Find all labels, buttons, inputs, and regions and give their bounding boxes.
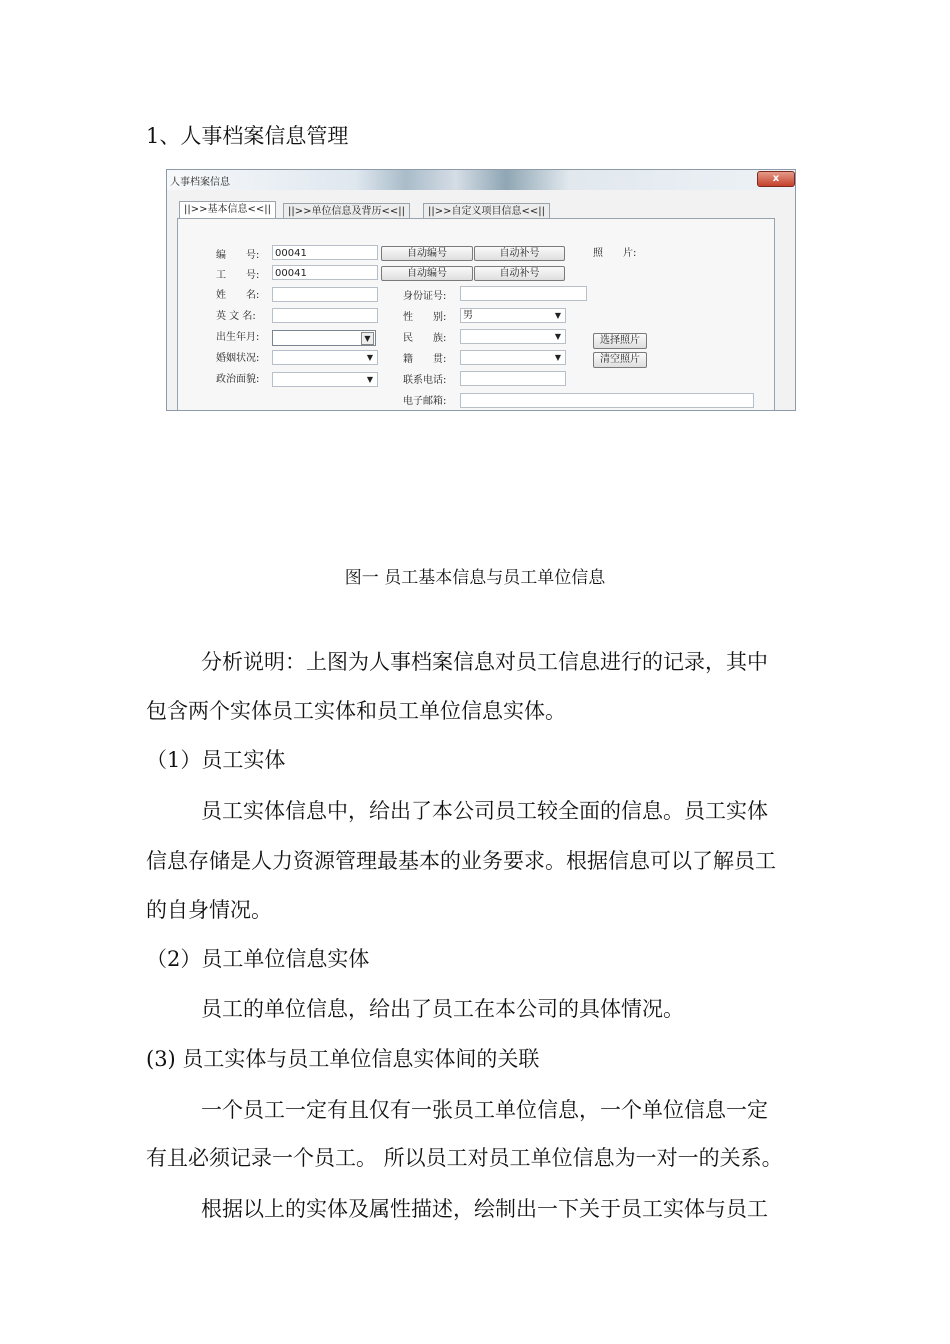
paragraph-line: 一个员工一定有且仅有一张员工单位信息，一个单位信息一定	[201, 1098, 768, 1122]
political-select[interactable]	[272, 372, 378, 387]
chevron-down-icon: ▼	[554, 311, 561, 320]
paragraph-line: 有且必须记录一个员工。 所以员工对员工单位信息为一对一的关系。	[146, 1146, 783, 1170]
gender-select[interactable]	[460, 308, 566, 323]
gender-label: 性 别:	[403, 312, 447, 323]
paragraph-line: 包含两个实体员工实体和员工单位信息实体。	[146, 699, 566, 723]
birth-label: 出生年月:	[216, 332, 260, 343]
origin-label: 籍 贯:	[403, 354, 447, 365]
chevron-down-icon: ▼	[361, 332, 374, 345]
id-label: 身份证号:	[403, 291, 447, 302]
paragraph-line: 根据以上的实体及属性描述，绘制出一下关于员工实体与员工	[201, 1197, 768, 1221]
paragraph-line: 分析说明：上图为人事档案信息对员工信息进行的记录，其中	[201, 650, 768, 674]
gonghao-label: 工 号:	[216, 270, 260, 281]
subheading: (3) 员工实体与员工单位信息实体间的关联	[146, 1047, 540, 1071]
english-name-label: 英 文 名:	[216, 311, 256, 322]
tab-custom-items[interactable]: ||>>自定义项目信息<<||	[423, 203, 550, 219]
paragraph-line: 员工实体信息中，给出了本公司员工较全面的信息。员工实体	[201, 799, 768, 823]
name-label: 姓 名:	[216, 290, 260, 301]
nation-label: 民 族:	[403, 333, 447, 344]
tab-unit-info[interactable]: ||>>单位信息及背历<<||	[283, 203, 410, 219]
auto-number-button[interactable]: 自动编号	[381, 246, 473, 261]
paragraph-line: 员工的单位信息，给出了员工在本公司的具体情况。	[201, 997, 684, 1021]
origin-select[interactable]	[460, 350, 566, 365]
birth-date-picker[interactable]	[272, 330, 376, 346]
personnel-archive-window	[166, 169, 796, 411]
subheading: （1）员工实体	[146, 748, 286, 772]
gonghao-input[interactable]: 00041	[272, 265, 378, 280]
chevron-down-icon: ▼	[366, 353, 373, 362]
subheading: （2）员工单位信息实体	[146, 947, 370, 971]
bianhao-label: 编 号:	[216, 250, 260, 261]
gender-value: 男	[463, 310, 473, 321]
chevron-down-icon: ▼	[554, 353, 561, 362]
chevron-down-icon: ▼	[554, 332, 561, 341]
paragraph-line: 信息存储是人力资源管理最基本的业务要求。根据信息可以了解员工	[146, 849, 776, 873]
marital-select[interactable]	[272, 350, 378, 365]
paragraph-line: 的自身情况。	[146, 898, 272, 922]
email-input[interactable]	[460, 393, 754, 408]
name-input[interactable]	[272, 287, 378, 302]
bianhao-input[interactable]: 00041	[272, 245, 378, 260]
window-title: 人事档案信息	[170, 177, 230, 188]
auto-fill-button[interactable]: 自动补号	[474, 246, 565, 261]
photo-label: 照 片:	[593, 248, 637, 259]
auto-fill-button-2[interactable]: 自动补号	[474, 266, 565, 281]
political-label: 政治面貌:	[216, 374, 260, 385]
tab-basic-info[interactable]: ||>>基本信息<<||	[179, 201, 276, 219]
close-button[interactable]: x	[757, 171, 795, 187]
english-name-input[interactable]	[272, 308, 378, 323]
nation-select[interactable]	[460, 329, 566, 344]
section-heading: 1、人事档案信息管理	[146, 124, 349, 148]
email-label: 电子邮箱:	[403, 396, 447, 407]
phone-input[interactable]	[460, 371, 566, 386]
chevron-down-icon: ▼	[366, 375, 373, 384]
auto-number-button-2[interactable]: 自动编号	[381, 266, 473, 281]
id-input[interactable]	[460, 286, 587, 301]
window-titlebar	[167, 170, 795, 190]
phone-label: 联系电话:	[403, 375, 447, 386]
clear-photo-button[interactable]: 清空照片	[593, 352, 647, 368]
figure-caption: 图一 员工基本信息与员工单位信息	[344, 568, 606, 588]
marital-label: 婚姻状况:	[216, 353, 260, 364]
choose-photo-button[interactable]: 选择照片	[593, 333, 647, 349]
